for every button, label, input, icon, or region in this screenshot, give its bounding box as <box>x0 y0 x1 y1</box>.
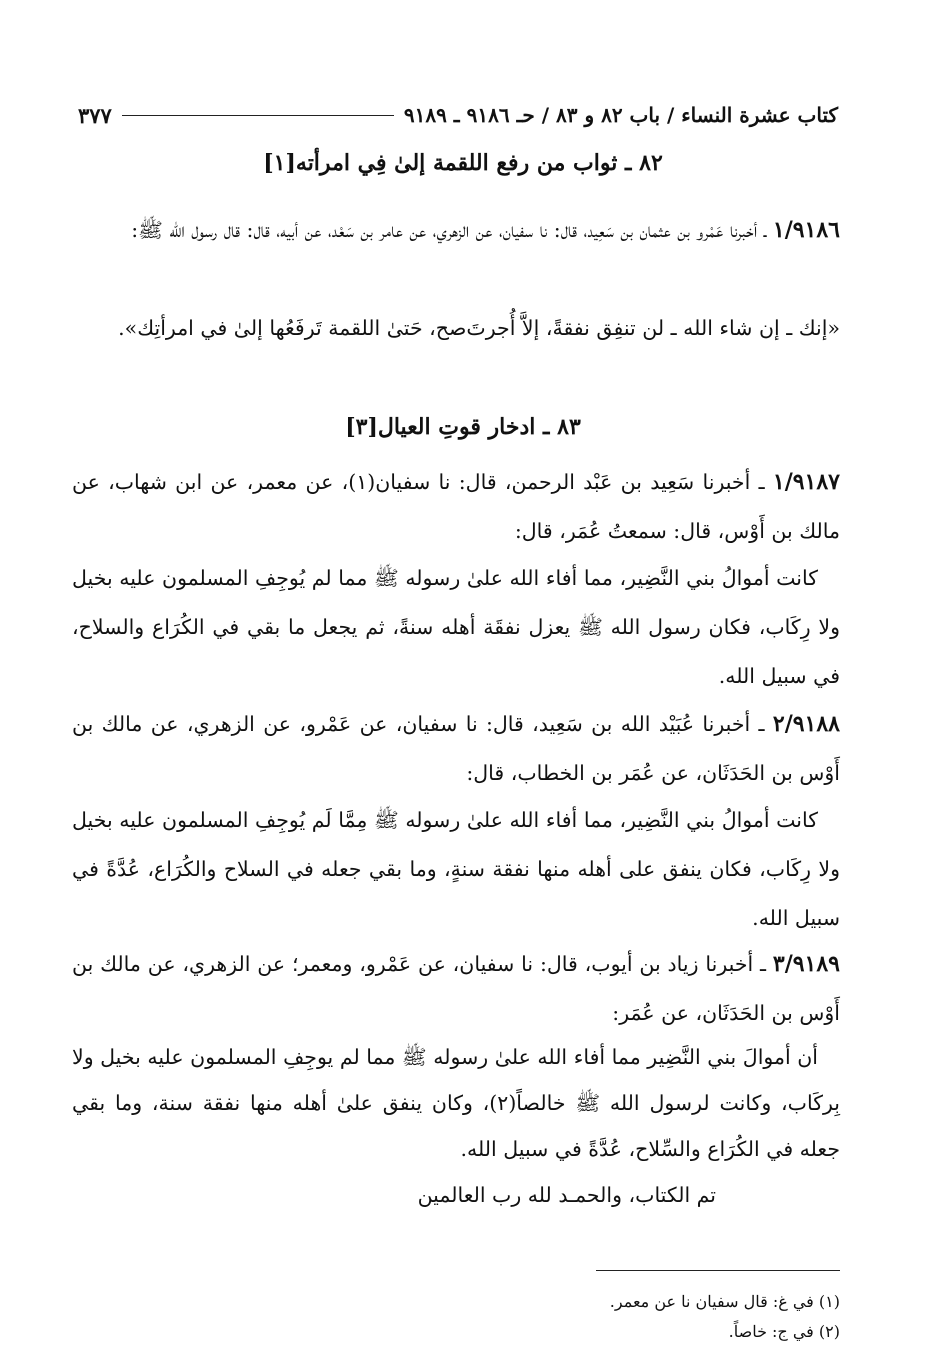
hadith-9188-isnad <box>72 700 840 798</box>
hadith-isnad-text: ـ أخبرنا عُبَيْد الله بن سَعِيد، قال: نا سفيان، عن عَمْرو، عن الزهري، عن مالك بن أَوْس بن الحَدَثَان، عن عُمَر بن الخطاب، قال: <box>72 712 840 785</box>
page-number: ٣٧٧ <box>78 102 112 128</box>
hadith-9187-matn: كانت أموالُ بني النَّضِير، مما أفاء الله علىٰ رسوله ﷺ مما لم يُوجِفِ المسلمون عليه بخيل ولا رِكَاب، فكان رسول الله ﷺ يعزل نفقَة أهله سنةً، ثم يجعل ما بقي في الكُرَاع والسلاح، في سبيل الله. <box>72 566 840 688</box>
hadith-number: ١/٩١٨٧ <box>772 469 840 495</box>
hadith-9189-matn: أن أموالَ بني النَّضِير مما أفاء الله علىٰ رسوله ﷺ مما لم يوجِفِ المسلمون عليه بخيل ولا بِركَاب، وكانت لرسول الله ﷺ خالصاً(٢)، وكان ينفق علىٰ أهله منها نفقة سنة، وما بقي جعله في الكُرَاع والسِّلاح، عُدَّةً في سبيل الله. <box>72 1045 840 1161</box>
closing-line: تم الكتاب، والحمـد لله رب العالمين <box>417 1183 716 1207</box>
hadith-isnad-text: ـ أخبرنا زياد بن أيوب، قال: نا سفيان، عن عَمْرو، ومعمر؛ عن الزهري، عن مالك بن أَوْس بن الحَدَثَان، عن عُمَر: <box>72 952 840 1025</box>
hadith-isnad-text: ـ أخبرنا سَعِيد بن عَبْد الرحمن، قال: نا سفيان(١)، عن معمر، عن ابن شهاب، عن مالك بن أَوْس، قال: سمعتُ عُمَر، قال: <box>72 470 840 543</box>
hadith-number: ٣/٩١٨٩ <box>772 951 840 977</box>
hadith-9188-matn: كانت أموالُ بني النَّضِير، مما أفاء الله علىٰ رسوله ﷺ مِمَّا لَم يُوجِفِ المسلمون عليه بخيل ولا رِكَاب، فكان ينفق على أهله منها نفقة سنةٍ، وما بقي جعله في السلاح والكُرَاع، عُدَّةً في سبيل الله. <box>72 808 840 930</box>
footnote-rule <box>596 1270 840 1271</box>
chapter-title-83: ٨٣ ـ ادخار قوتِ العيال[٣] <box>345 414 581 440</box>
hadith-9186-matn: «إنك ـ إن شاء الله ـ لن تنفِق نفقةً، إلاَّ أُجرتَ‌صح، حَتىٰ اللقمة تَرفَعُها إلىٰ في امرأتِك». <box>118 316 840 340</box>
hadith-9187-isnad <box>72 458 840 556</box>
running-header <box>78 98 838 132</box>
hadith-9186-isnad <box>72 206 840 255</box>
hadith-9189-isnad <box>72 940 840 1038</box>
hadith-isnad-text: ـ أخبرنا عَمْرو بن عثمان بن سَعِيد، قال: نا سفيان، عن الزهري، عن عامر بن سَعْد، عن أبيه، قال: قال رسول الله ﷺ: <box>131 218 773 242</box>
running-title: كتاب عشرة النساء / باب ٨٢ و ٨٣ / حـ ٩١٨٦ ـ ٩١٨٩ <box>403 103 838 127</box>
header-rule <box>122 115 394 116</box>
hadith-number: ١/٩١٨٦ <box>772 217 840 243</box>
footnote-1: (١) في غ: قال سفيان نا عن معمر. <box>609 1292 840 1311</box>
chapter-title-82: ٨٢ ـ ثواب من رفع اللقمة إلىٰ فِي امرأته[١] <box>263 150 663 176</box>
hadith-number: ٢/٩١٨٨ <box>772 711 840 737</box>
footnote-2: (٢) في ج: خاصاً. <box>728 1322 840 1341</box>
